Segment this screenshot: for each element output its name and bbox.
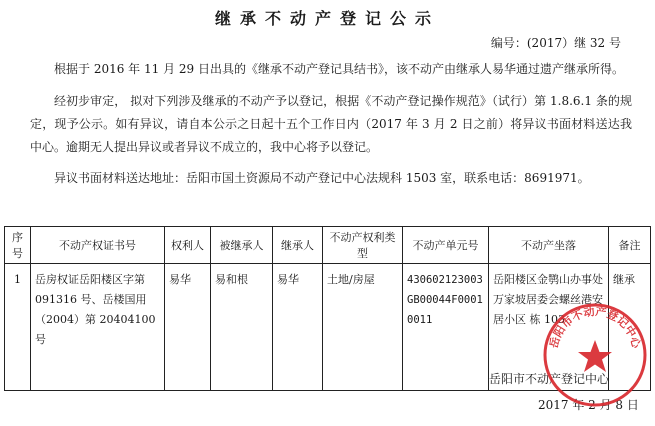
header-heir: 继承人 xyxy=(273,227,323,264)
signature-date: 2017 年 2 月 8 日 xyxy=(538,398,639,412)
paragraph-review: 经初步审定， 拟对下列涉及继承的不动产予以登记，根据《不动产登记操作规范》（试行）第 1.8.6.1 条的规定，现予公示。如有异议，请自本公示之日起十五个工作日内（2017 年 3 月 2 日之前）将异议书面材料送达我中心。逾期无人提出异议或者异议不成立的，我中心将予以登记。 xyxy=(30,94,632,154)
official-seal-stamp xyxy=(540,300,650,410)
seal-star-icon xyxy=(578,340,612,372)
cell-unit-number: 430602123003GB00044F00010011 xyxy=(403,264,489,391)
header-right-type: 不动产权利类型 xyxy=(323,227,403,264)
cell-location: 岳阳楼区金鹗山办事处万家坡居委会螺丝港安居小区 栋 103 xyxy=(489,264,609,391)
paragraph-address: 异议书面材料送达地址：岳阳市国土资源局不动产登记中心法规科 1503 室，联系电话：8691971。 xyxy=(54,171,590,185)
cell-decedent: 易和根 xyxy=(211,264,273,391)
cell-index: 1 xyxy=(5,264,31,391)
header-right-holder: 权利人 xyxy=(165,227,211,264)
header-unit-number: 不动产单元号 xyxy=(403,227,489,264)
seal-text: 岳阳市不动产登记中心 xyxy=(547,305,643,350)
cell-heir: 易华 xyxy=(273,264,323,391)
cell-remark: 继承 xyxy=(609,264,651,391)
header-decedent: 被继承人 xyxy=(211,227,273,264)
cell-right-holder: 易华 xyxy=(165,264,211,391)
table-header-row xyxy=(5,227,651,264)
paragraph-basis: 根据于 2016 年 11 月 29 日出具的《继承不动产登记具结书》，该不动产由继承人易华通过遗产继承所得。 xyxy=(54,62,624,76)
cell-certificate: 岳房权证岳阳楼区字第 091316 号、岳楼国用（2004）第 20404100 号 xyxy=(31,264,165,391)
header-remark: 备注 xyxy=(609,227,651,264)
document-number: 编号：(2017）继 32 号 xyxy=(490,36,621,50)
cell-right-type: 土地/房屋 xyxy=(323,264,403,391)
signature-organization: 岳阳市不动产登记中心 xyxy=(489,372,610,386)
page-title: 继承不动产登记公示 xyxy=(214,9,440,28)
header-certificate: 不动产权证书号 xyxy=(31,227,165,264)
header-location: 不动产坐落 xyxy=(489,227,609,264)
header-index: 序号 xyxy=(5,227,31,264)
